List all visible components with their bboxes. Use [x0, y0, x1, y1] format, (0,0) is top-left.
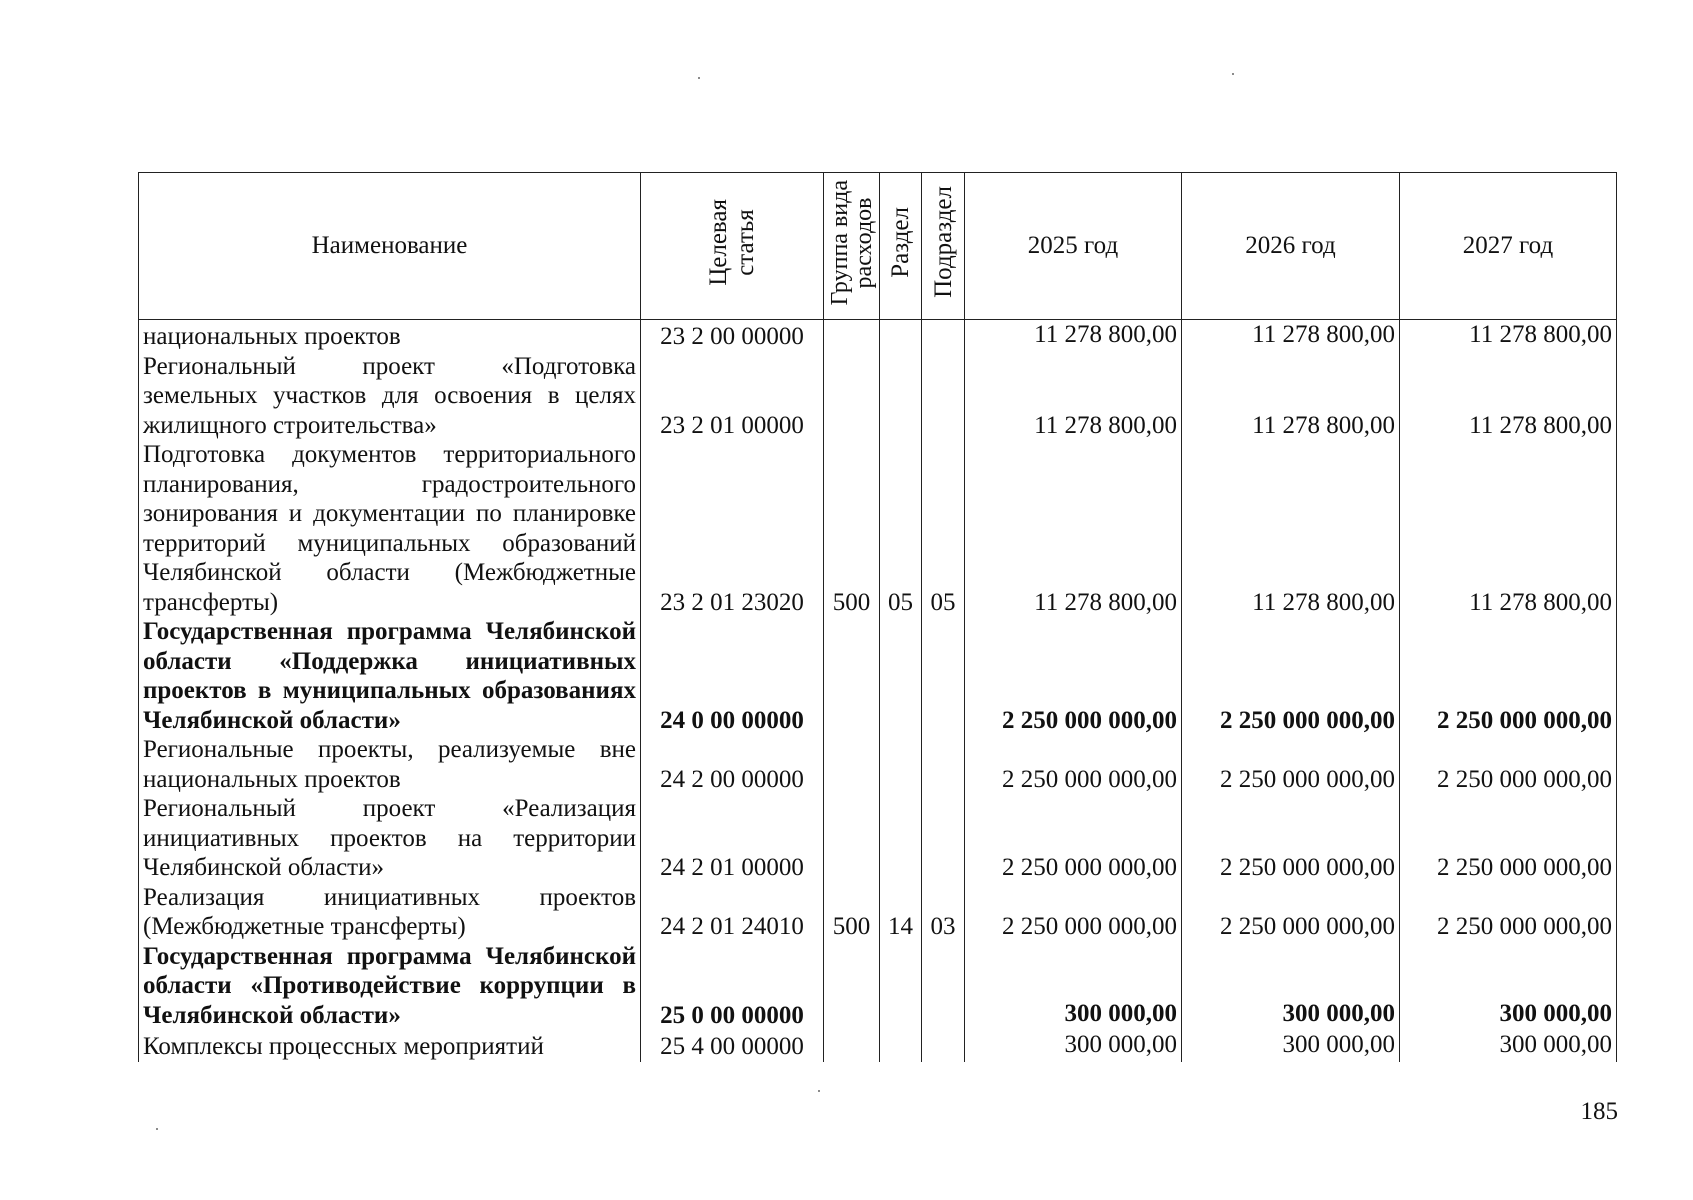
scan-speck: [818, 1090, 820, 1092]
row-section: [880, 320, 922, 352]
row-target-article: 23 2 01 23020: [641, 440, 824, 617]
row-section: 14: [880, 883, 922, 942]
row-amount-2027: 2 250 000 000,00: [1400, 794, 1617, 883]
row-subsection: 03: [922, 883, 965, 942]
row-amount-2027: 2 250 000 000,00: [1400, 883, 1617, 942]
row-amount-2026: 2 250 000 000,00: [1182, 883, 1400, 942]
row-amount-2027: 2 250 000 000,00: [1400, 735, 1617, 794]
row-expense-group: [824, 320, 880, 352]
row-expense-group: [824, 735, 880, 794]
table-body: [139, 320, 1617, 1062]
row-expense-group: [824, 794, 880, 883]
row-section: [880, 1030, 922, 1062]
table-row: [139, 883, 1617, 942]
row-amount-2026: 300 000,00: [1182, 1030, 1400, 1062]
row-amount-2025: 2 250 000 000,00: [965, 883, 1182, 942]
row-amount-2027: 300 000,00: [1400, 942, 1617, 1031]
row-target-article: 25 4 00 00000: [641, 1030, 824, 1062]
row-section: [880, 617, 922, 735]
page-number: 185: [1580, 1098, 1618, 1125]
row-amount-2026: 2 250 000 000,00: [1182, 617, 1400, 735]
row-amount-2026: 2 250 000 000,00: [1182, 735, 1400, 794]
table-row: [139, 1030, 1617, 1062]
row-amount-2027: 2 250 000 000,00: [1400, 617, 1617, 735]
row-target-article: 24 2 01 00000: [641, 794, 824, 883]
row-subsection: [922, 794, 965, 883]
row-amount-2026: 300 000,00: [1182, 942, 1400, 1031]
row-subsection: [922, 617, 965, 735]
row-amount-2025: 2 250 000 000,00: [965, 794, 1182, 883]
row-name: Государственная программа Челябинской области «Поддержка инициативных проектов в муниципальных образованиях Челябинской области»: [139, 617, 641, 735]
row-target-article: 24 2 00 00000: [641, 735, 824, 794]
row-amount-2027: 11 278 800,00: [1400, 440, 1617, 617]
table-header: [139, 173, 1617, 320]
scan-speck: [1232, 73, 1234, 75]
header-target-article: [641, 173, 824, 320]
row-name: национальных проектов: [139, 320, 641, 352]
header-subsection: [922, 173, 965, 320]
table-row: [139, 735, 1617, 794]
row-subsection: [922, 352, 965, 441]
row-subsection: 05: [922, 440, 965, 617]
row-name: Подготовка документов территориального планирования, градостроительного зонирования и документации по планировке территорий муниципальных образований Челябинской области (Межбюджетные трансферты): [139, 440, 641, 617]
row-amount-2025: 11 278 800,00: [965, 352, 1182, 441]
row-amount-2027: 11 278 800,00: [1400, 352, 1617, 441]
header-expense-group-label: Группа вида расходов: [826, 179, 877, 305]
row-target-article: 23 2 01 00000: [641, 352, 824, 441]
row-amount-2025: 2 250 000 000,00: [965, 735, 1182, 794]
header-subsection-label: Подраздел: [929, 186, 957, 299]
row-subsection: [922, 942, 965, 1031]
row-target-article: 25 0 00 00000: [641, 942, 824, 1031]
row-expense-group: 500: [824, 440, 880, 617]
budget-table: [138, 172, 1617, 1062]
row-subsection: [922, 1030, 965, 1062]
row-amount-2026: 11 278 800,00: [1182, 352, 1400, 441]
row-amount-2025: 11 278 800,00: [965, 320, 1182, 352]
row-amount-2026: 11 278 800,00: [1182, 320, 1400, 352]
table-row: [139, 942, 1617, 1031]
table-row: [139, 320, 1617, 352]
table-row: [139, 440, 1617, 617]
row-amount-2025: 300 000,00: [965, 1030, 1182, 1062]
row-name: Комплексы процессных мероприятий: [139, 1030, 641, 1062]
row-expense-group: [824, 942, 880, 1031]
row-section: [880, 735, 922, 794]
header-target-article-label: Целевая статья: [705, 198, 759, 286]
scan-speck: [156, 1128, 158, 1130]
row-name: Региональный проект «Подготовка земельных участков для освоения в целях жилищного строительства»: [139, 352, 641, 441]
row-target-article: 23 2 00 00000: [641, 320, 824, 352]
row-amount-2025: 2 250 000 000,00: [965, 617, 1182, 735]
table-row: [139, 352, 1617, 441]
header-row: [139, 173, 1617, 320]
table-row: [139, 794, 1617, 883]
header-name: Наименование: [139, 173, 641, 320]
header-section: [880, 173, 922, 320]
row-expense-group: [824, 1030, 880, 1062]
row-name: Региональный проект «Реализация инициативных проектов на территории Челябинской области»: [139, 794, 641, 883]
header-section-label: Раздел: [887, 206, 914, 278]
table-row: [139, 617, 1617, 735]
row-subsection: [922, 320, 965, 352]
row-section: [880, 942, 922, 1031]
row-expense-group: [824, 617, 880, 735]
row-amount-2027: 11 278 800,00: [1400, 320, 1617, 352]
row-target-article: 24 0 00 00000: [641, 617, 824, 735]
row-amount-2026: 2 250 000 000,00: [1182, 794, 1400, 883]
row-amount-2026: 11 278 800,00: [1182, 440, 1400, 617]
row-name: Реализация инициативных проектов (Межбюджетные трансферты): [139, 883, 641, 942]
header-year-2026: 2026 год: [1182, 173, 1400, 320]
row-amount-2025: 300 000,00: [965, 942, 1182, 1031]
header-expense-group: [824, 173, 880, 320]
header-year-2025: 2025 год: [965, 173, 1182, 320]
row-section: [880, 352, 922, 441]
row-target-article: 24 2 01 24010: [641, 883, 824, 942]
row-name: Государственная программа Челябинской области «Противодействие коррупции в Челябинской области»: [139, 942, 641, 1031]
header-year-2027: 2027 год: [1400, 173, 1617, 320]
scan-speck: [698, 77, 700, 79]
row-expense-group: [824, 352, 880, 441]
row-amount-2025: 11 278 800,00: [965, 440, 1182, 617]
row-amount-2027: 300 000,00: [1400, 1030, 1617, 1062]
row-section: [880, 794, 922, 883]
row-section: 05: [880, 440, 922, 617]
row-subsection: [922, 735, 965, 794]
row-name: Региональные проекты, реализуемые вне национальных проектов: [139, 735, 641, 794]
row-expense-group: 500: [824, 883, 880, 942]
